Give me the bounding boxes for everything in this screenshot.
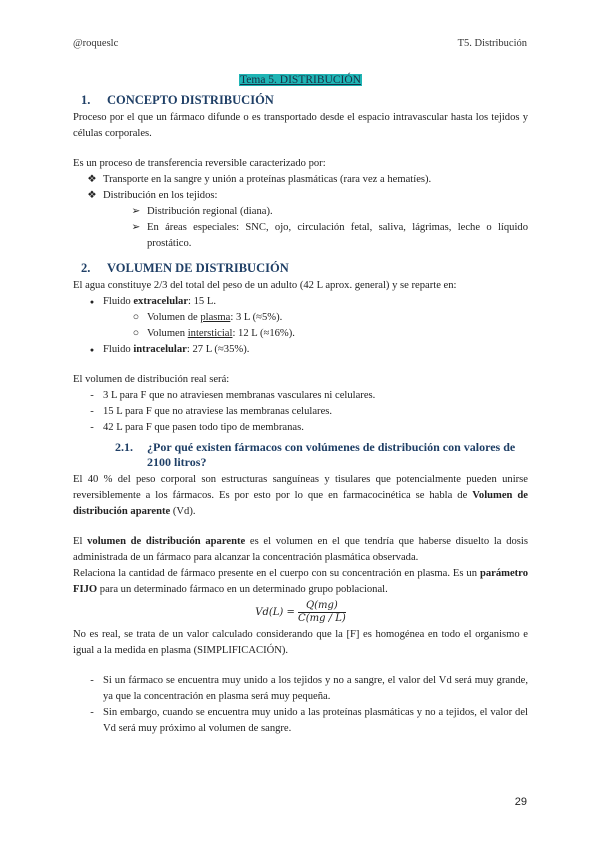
section-1-heading — [81, 92, 528, 108]
section-1-title: CONCEPTO DISTRIBUCIÓN — [107, 93, 274, 107]
bullet-list — [73, 294, 528, 358]
list-item: - 15 L para F que no atraviese las membranas celulares. — [73, 404, 528, 420]
diamond-bullet-icon: ❖ — [87, 174, 97, 185]
dash-bullet-icon: - — [90, 422, 94, 433]
section-2-1-heading — [115, 440, 528, 470]
page-content — [73, 72, 528, 737]
list-item: - 42 L para F que pasen todo tipo de membranas. — [73, 420, 528, 436]
dot-bullet-icon: ● — [89, 298, 95, 306]
formula-lhs: Vd(L) = — [255, 607, 295, 618]
page-number: 29 — [514, 796, 527, 808]
list-item: - 3 L para F que no atraviesen membranas vasculares ni celulares. — [73, 388, 528, 404]
paragraph: El volumen de distribución real será: — [73, 374, 230, 385]
page-title — [73, 72, 528, 89]
paragraph: No es real, se trata de un valor calculado considerando que la [F] es homogénea en todo el organismo e igual a la medida en plasma (SIMPLIFICACIÓN). — [73, 629, 528, 656]
paragraph: El agua constituye 2/3 del total del peso de un adulto (42 L aprox. general) y se reparte en: — [73, 280, 457, 291]
dash-bullet-icon: - — [90, 406, 94, 417]
dash-bullet-icon: - — [90, 390, 94, 401]
section-2-heading — [81, 260, 528, 276]
formula-fraction — [298, 600, 346, 625]
arrow-bullet-icon: ➢ — [131, 206, 141, 217]
dash-bullet-icon: - — [90, 707, 94, 718]
list-item: - Sin embargo, cuando se encuentra muy unido a las proteínas plasmáticas y no a tejidos, el valor del Vd será muy próximo al volumen de sangre. — [73, 705, 528, 737]
bullet-list — [73, 172, 528, 252]
section-1-number: 1. — [81, 93, 91, 107]
section-2-1-number: 2.1. — [115, 440, 133, 454]
circle-bullet-icon: ○ — [132, 328, 140, 339]
list-item: ➢ Distribución regional (diana). — [73, 204, 528, 220]
list-item: ➢ En áreas especiales: SNC, ojo, circulación fetal, saliva, lágrimas, leche o líquido prostático. — [73, 220, 528, 252]
list-item: - Si un fármaco se encuentra muy unido a los tejidos y no a sangre, el valor del Vd será muy grande, ya que la concentración en plasma será muy pequeña. — [73, 673, 528, 705]
dash-list — [73, 673, 528, 737]
page-title-text: Tema 5. DISTRIBUCIÓN — [240, 74, 361, 86]
formula-denominator: C(mg / L) — [298, 613, 346, 624]
arrow-bullet-icon: ➢ — [131, 222, 141, 233]
vd-formula — [73, 600, 528, 625]
list-item: ❖ Distribución en los tejidos: — [73, 188, 528, 204]
paragraph: El 40 % del peso corporal son estructuras sanguíneas y tisulares que potencialmente pueden unirse reversiblemente a los fármacos. Es por esto por lo que en farmacocinética se habla de Volumen de distribución aparente (Vd). — [73, 474, 528, 517]
dash-list — [73, 388, 528, 436]
list-item: ● Fluido intracelular: 27 L (≈35%). — [73, 342, 528, 358]
section-2-number: 2. — [81, 261, 91, 275]
header-topic: T5. Distribución — [457, 38, 527, 49]
section-2-1-title: ¿Por qué existen fármacos con volúmenes de distribución con valores de 2100 litros? — [147, 440, 516, 469]
list-item: ❖ Transporte en la sangre y unión a proteínas plasmáticas (rara vez a hematíes). — [73, 172, 528, 188]
paragraph: Proceso por el que un fármaco difunde o es transportado desde el espacio intravascular hasta los tejidos y células corporales. — [73, 112, 528, 139]
paragraph: El volumen de distribución aparente es el volumen en el que tendría que haberse disuelto la dosis administrada de un fármaco para alcanzar la concentración plasmática observada. — [73, 536, 528, 563]
dot-bullet-icon: ● — [89, 346, 95, 354]
list-item: ○ Volumen intersticial: 12 L (≈16%). — [73, 326, 528, 342]
list-item: ○ Volumen de plasma: 3 L (≈5%). — [73, 310, 528, 326]
circle-bullet-icon: ○ — [132, 312, 140, 323]
diamond-bullet-icon: ❖ — [87, 190, 97, 201]
header-author: @roqueslc — [73, 38, 119, 49]
dash-bullet-icon: - — [90, 675, 94, 686]
list-item: ● Fluido extracelular: 15 L. — [73, 294, 528, 310]
section-2-title: VOLUMEN DE DISTRIBUCIÓN — [107, 261, 289, 275]
paragraph: Relaciona la cantidad de fármaco presente en el cuerpo con su concentración en plasma. Es un parámetro FIJO para un determinado fármaco en un determinado grupo poblacional. — [73, 568, 528, 595]
paragraph: Es un proceso de transferencia reversible caracterizado por: — [73, 158, 326, 169]
formula-numerator: Q(mg) — [298, 600, 346, 613]
